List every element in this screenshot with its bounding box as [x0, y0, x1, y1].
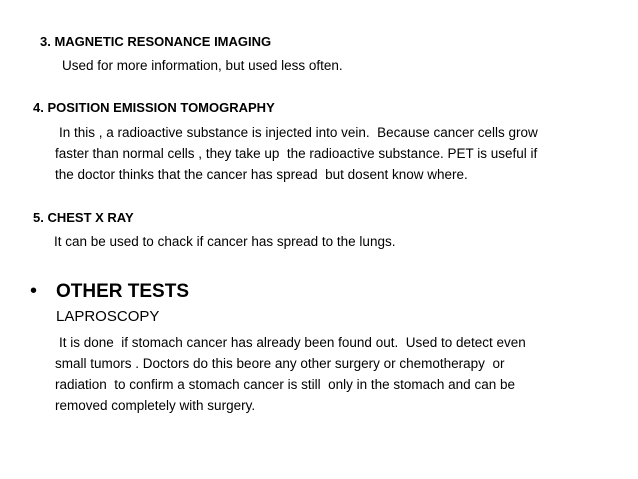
laparoscopy-text-line: It is done if stomach cancer has already been found out. Used to detect even — [59, 335, 526, 350]
laparoscopy-text-line: radiation to confirm a stomach cancer is still only in the stomach and can be — [55, 377, 515, 392]
pet-text-line: In this , a radioactive substance is injected into vein. Because cancer cells grow — [59, 125, 538, 140]
mri-text-line: Used for more information, but used less often. — [62, 58, 343, 73]
other-tests-bullet — [30, 278, 189, 305]
heading-mri: 3. MAGNETIC RESONANCE IMAGING — [40, 34, 272, 49]
pet-text-line: faster than normal cells , they take up the radioactive substance. PET is useful if — [55, 146, 538, 161]
other-tests-title: OTHER TESTS — [56, 281, 190, 302]
heading-chest-xray: 5. CHEST X RAY — [33, 210, 134, 225]
pet-text-line: the doctor thinks that the cancer has spread but dosent know where. — [55, 167, 468, 182]
laparoscopy-subtitle: LAPROSCOPY — [56, 308, 160, 325]
heading-pet: 4. POSITION EMISSION TOMOGRAPHY — [33, 100, 275, 115]
chest-xray-text-line: It can be used to chack if cancer has spread to the lungs. — [54, 234, 396, 249]
laparoscopy-text-line: removed completely with surgery. — [55, 398, 256, 413]
bullet-point-icon: • — [30, 280, 38, 302]
laparoscopy-text-line: small tumors . Doctors do this beore any other surgery or chemotherapy or — [55, 356, 505, 371]
